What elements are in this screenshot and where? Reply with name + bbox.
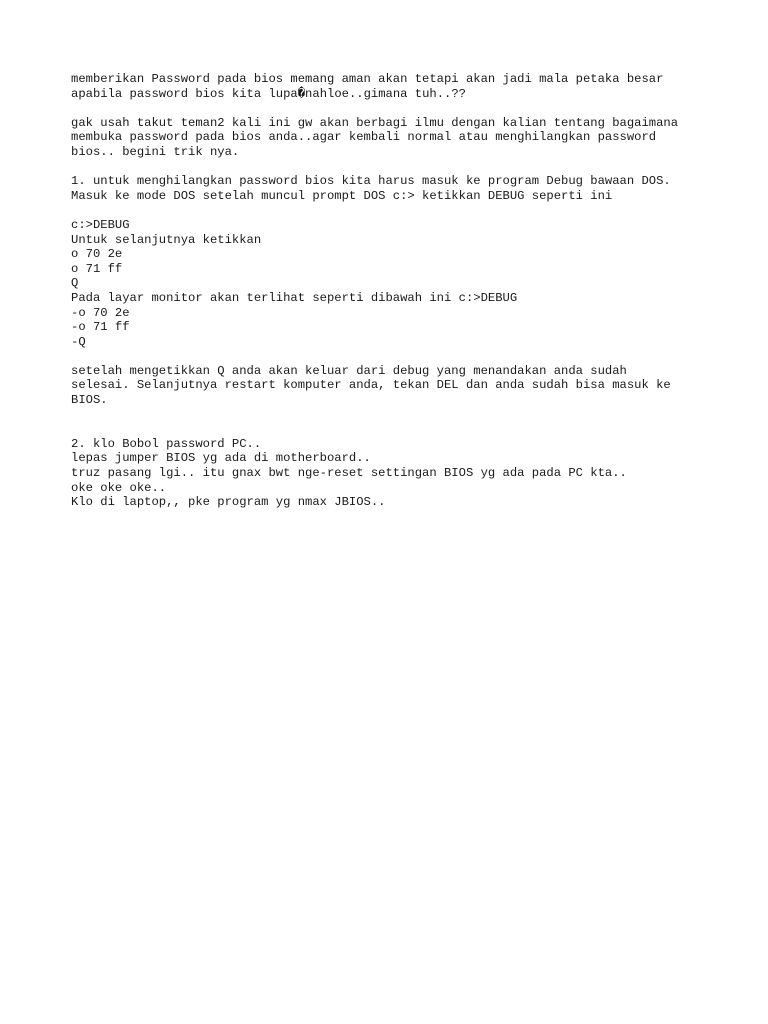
paragraph-spacer [71,203,761,218]
explanation-paragraph [71,116,761,160]
text-line: selesai. Selanjutnya restart komputer anda, tekan DEL dan anda sudah bisa masuk ke [71,378,671,393]
intro-paragraph [71,72,761,101]
command-line: -o 70 2e [71,305,130,320]
text-line: 2. klo Bobol password PC.. [71,436,262,451]
text-line: BIOS. [71,393,108,408]
text-line: gak usah takut teman2 kali ini gw akan berbagi ilmu dengan kalian tentang bagaimana [71,115,679,130]
command-line: o 71 ff [71,261,123,276]
paragraph-spacer [71,160,761,175]
command-line: Untuk selanjutnya ketikkan [71,232,262,247]
command-line: -Q [71,334,86,349]
command-line: c:>DEBUG [71,217,130,232]
command-line: Q [71,276,79,291]
command-line: -o 71 ff [71,320,130,335]
paragraph-spacer [71,408,761,437]
text-line: lepas jumper BIOS yg ada di motherboard.. [71,451,371,466]
after-debug-paragraph [71,364,761,408]
text-line: apabila password bios kita lupa�nahloe..gimana tuh..?? [71,86,466,101]
text-line: bios.. begini trik nya. [71,144,240,159]
document-body [71,72,761,510]
debug-commands-block [71,218,761,349]
text-line: setelah mengetikkan Q anda akan keluar dari debug yang menandakan anda sudah [71,363,627,378]
text-line: memberikan Password pada bios memang aman akan tetapi akan jadi mala petaka besar [71,72,664,86]
paragraph-spacer [71,101,761,116]
text-line: membuka password pada bios anda..agar kembali normal atau menghilangkan password [71,130,657,145]
step-one-paragraph [71,174,761,203]
text-line: oke oke oke.. [71,480,167,495]
paragraph-spacer [71,349,761,364]
step-two-paragraph [71,437,761,510]
command-line: Pada layar monitor akan terlihat seperti dibawah ini c:>DEBUG [71,290,518,305]
command-line: o 70 2e [71,247,123,262]
text-line: Klo di laptop,, pke program yg nmax JBIOS.. [71,495,386,510]
text-line: Masuk ke mode DOS setelah muncul prompt DOS c:> ketikkan DEBUG seperti ini [71,188,613,203]
text-line: truz pasang lgi.. itu gnax bwt nge-reset settingan BIOS yg ada pada PC kta.. [71,466,627,481]
text-line: 1. untuk menghilangkan password bios kita harus masuk ke program Debug bawaan DOS. [71,174,671,189]
